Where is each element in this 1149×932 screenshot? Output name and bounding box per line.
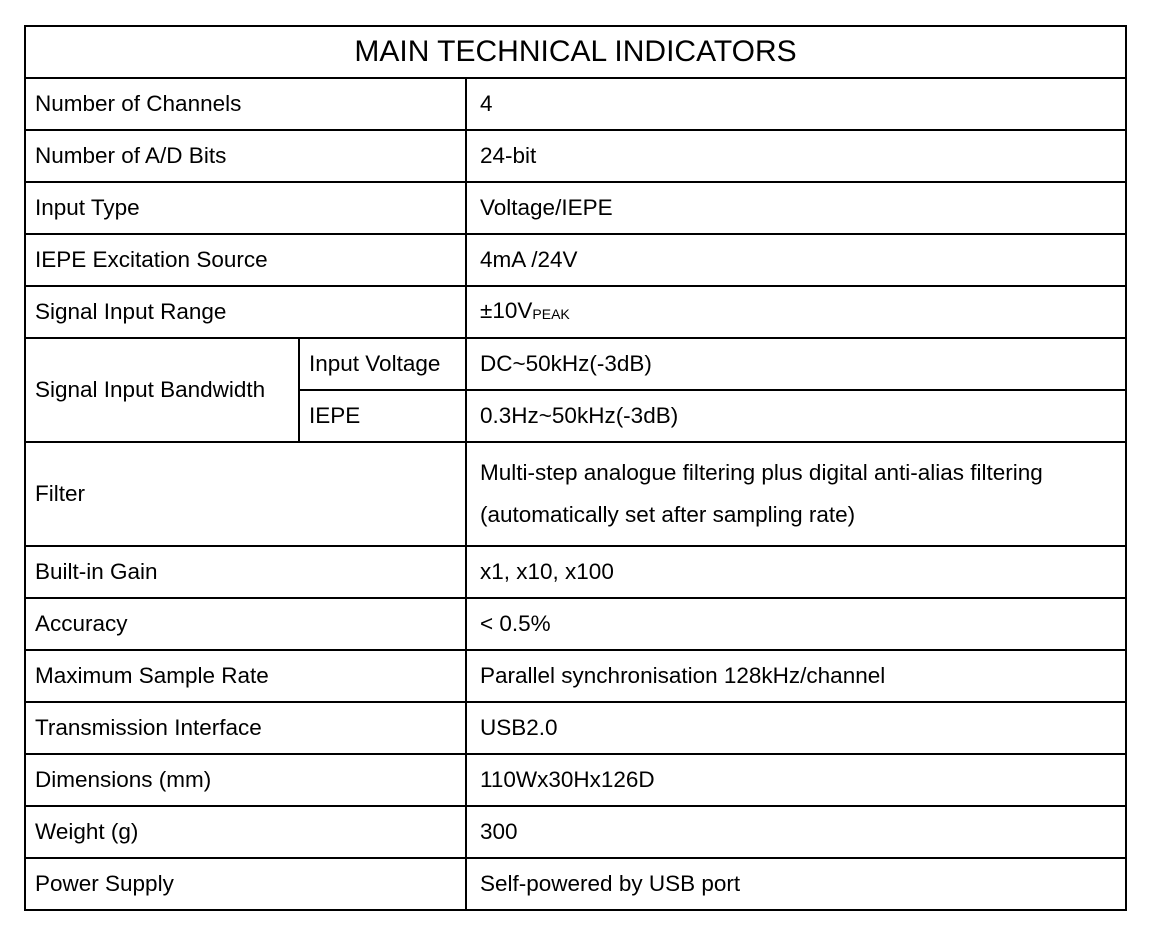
row-label: Power Supply [25, 858, 466, 910]
row-label: Signal Input Range [25, 286, 466, 338]
row-value [466, 286, 1126, 338]
table-row [25, 806, 1126, 858]
row-label: Signal Input Bandwidth [25, 338, 299, 442]
value-main: ±10V [480, 298, 533, 323]
sub-row-label: Input Voltage [299, 338, 466, 390]
row-value: 110Wx30Hx126D [466, 754, 1126, 806]
row-label: Number of Channels [25, 78, 466, 130]
value-subscript: PEAK [532, 306, 570, 322]
table-row [25, 286, 1126, 338]
table-row [25, 442, 1126, 546]
row-label: Maximum Sample Rate [25, 650, 466, 702]
row-value: USB2.0 [466, 702, 1126, 754]
table-row [25, 598, 1126, 650]
row-value: Voltage/IEPE [466, 182, 1126, 234]
row-value: 4mA /24V [466, 234, 1126, 286]
table-row [25, 858, 1126, 910]
row-label: Input Type [25, 182, 466, 234]
row-value: x1, x10, x100 [466, 546, 1126, 598]
value-line: (automatically set after sampling rate) [480, 502, 856, 527]
table-title: MAIN TECHNICAL INDICATORS [25, 26, 1126, 78]
row-label: IEPE Excitation Source [25, 234, 466, 286]
row-value [466, 442, 1126, 546]
value-line: Multi-step analogue filtering plus digital anti-alias filtering [480, 460, 1043, 485]
row-value: 24-bit [466, 130, 1126, 182]
row-label: Dimensions (mm) [25, 754, 466, 806]
row-value: 4 [466, 78, 1126, 130]
row-value: 0.3Hz~50kHz(-3dB) [466, 390, 1126, 442]
row-label: Accuracy [25, 598, 466, 650]
table-row [25, 338, 1126, 390]
row-label: Weight (g) [25, 806, 466, 858]
table-row [25, 650, 1126, 702]
row-value: Self-powered by USB port [466, 858, 1126, 910]
table-row [25, 78, 1126, 130]
row-value: DC~50kHz(-3dB) [466, 338, 1126, 390]
table-row [25, 182, 1126, 234]
row-value: 300 [466, 806, 1126, 858]
row-value: < 0.5% [466, 598, 1126, 650]
table-row [25, 754, 1126, 806]
technical-indicators-table [24, 25, 1127, 911]
sub-row-label: IEPE [299, 390, 466, 442]
row-label: Filter [25, 442, 466, 546]
row-value: Parallel synchronisation 128kHz/channel [466, 650, 1126, 702]
table-row [25, 702, 1126, 754]
row-label: Built-in Gain [25, 546, 466, 598]
row-label: Number of A/D Bits [25, 130, 466, 182]
table-row [25, 234, 1126, 286]
table-row [25, 546, 1126, 598]
row-label: Transmission Interface [25, 702, 466, 754]
table-row [25, 130, 1126, 182]
